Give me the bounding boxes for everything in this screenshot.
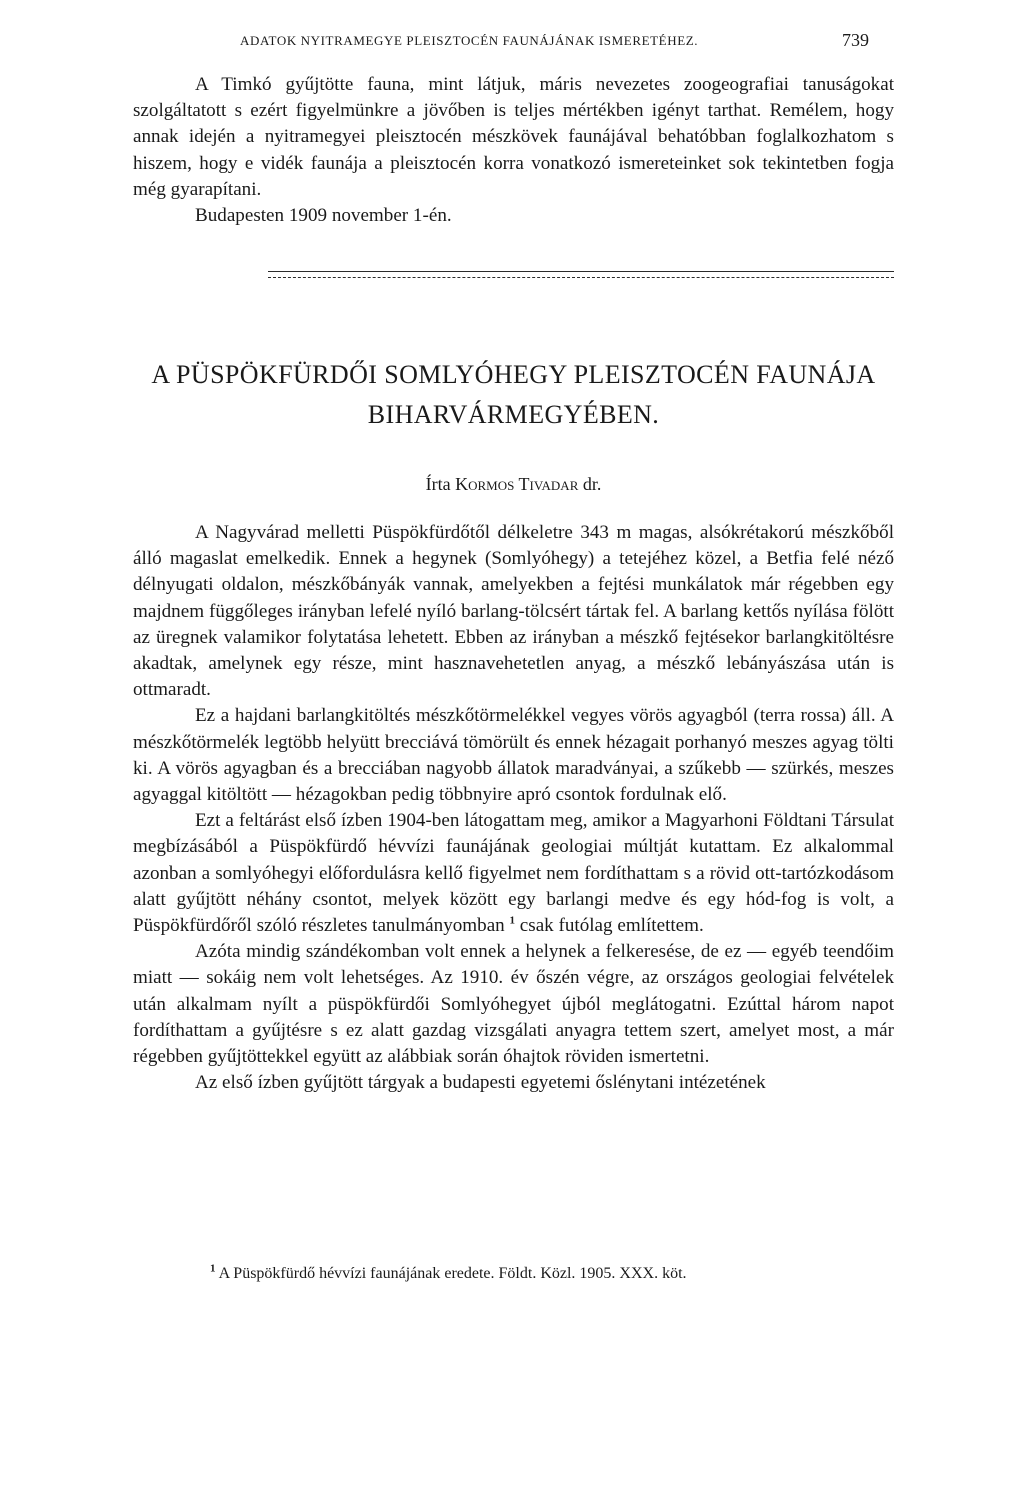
title-line: BIHARVÁRMEGYÉBEN. xyxy=(367,400,660,429)
article-title xyxy=(133,355,894,435)
paragraph: Ez a hajdani barlangkitöltés mészkőtörmelékkel vegyes vörös agyagból (terra rossa) áll. A mészkőtörmelék legtöbb helyütt brecciává tömörült és ennek hézagait porhanyó meszes agyag tölti ki. A vörös agyagban és a brecciában nagyobb állatok maradványai, a szűkebb — szürkés, meszes agyaggal kitöltött — hézagokban pedig többnyire apró csontok fordulnak elő. xyxy=(133,705,894,806)
paragraph: A Nagyvárad melletti Püspökfürdőtől délkeletre 343 m magas, alsókrétakorú mészkőből álló magaslat emelkedik. Ennek a hegynek (Somlyóhegy) a tetejéhez közel, a Betfia felé néző délnyugati oldalon, mészkőbányák vannak, amelyekben a fejtési munkálatok már régebben egy majdnem függőleges irányban lefelé nyíló barlang-tölcsért tártak fel. A barlang kettős nyílása fölött az üregnek valamikor folytatása lehetett. Ebben az irányban a mészkő fejtésekor barlangkitöltésre akadtak, amelynek egy része, mint hasznavehetetlen anyag, a mészkő lebányászása után is ottmaradt. xyxy=(133,522,894,701)
paragraph-text: csak futólag említettem. xyxy=(519,915,704,937)
dateline: Budapesten 1909 november 1-én. xyxy=(195,205,452,227)
byline xyxy=(133,474,894,495)
divider-line xyxy=(268,271,894,272)
paragraph xyxy=(133,808,894,939)
previous-article-ending xyxy=(133,72,894,229)
footnote-marker: 1 xyxy=(210,1262,216,1275)
footnote-text: A Püspökfürdő hévvízi faunájának eredete. Földt. Közl. 1905. XXX. köt. xyxy=(218,1265,687,1282)
title-line: A PÜSPÖKFÜRDŐI SOMLYÓHEGY PLEISZTOCÉN FAUNÁJA xyxy=(151,360,876,389)
article-body xyxy=(133,520,894,1096)
byline-prefix: Írta xyxy=(425,474,451,494)
page-number: 739 xyxy=(842,30,869,50)
paragraph: Az első ízben gyűjtött tárgyak a budapesti egyetemi őslénytani intézetének xyxy=(195,1072,766,1094)
footnote xyxy=(210,1262,687,1283)
paragraph: Azóta mindig szándékomban volt ennek a helynek a felkeresése, de ez — egyéb teendőim miatt — sokáig nem volt lehetséges. Az 1910. év őszén végre, az országos geologiai felvételek után alkalmam nyílt a püspökfürdői Somlyóhegyet újból meglátogatni. Ezúttal három napot fordíthattam a gyűjtésre s ez alatt gazdag vizsgálati anyagra tettem szert, amelyet most, a már régebben gyűjtöttekkel együtt az alábbiak során óhajtok röviden ismertetni. xyxy=(133,941,894,1068)
section-divider xyxy=(268,268,894,282)
author-suffix: dr. xyxy=(582,474,602,494)
author-name: Kormos Tivadar xyxy=(455,474,579,494)
footnote-reference: 1 xyxy=(509,914,516,927)
paragraph: A Timkó gyűjtötte fauna, mint látjuk, máris nevezetes zoogeografiai tanuságokat szolgáltatott s ezért figyelmünkre a jövőben is teljes mértékben igényt tarthat. Remélem, hogy annak idején a nyitramegyei pleisztocén mészkövek faunájával behatóbban foglalkozhatom s hiszem, hogy e vidék faunája a pleisztocén korra vonatkozó ismereteinket sok tekintetben fogja még gyarapítani. xyxy=(133,74,894,200)
paragraph-text: Ezt a feltárást első ízben 1904-ben látogattam meg, amikor a Magyarhoni Földtani Társulat megbízásából a Püspökfürdő hévvízi faunájának geologiai múltját kutattam. Ez alkalommal azonban a somlyóhegyi előfordulásra kellő figyelmet nem fordíthattam s a rövid ott-tartózkodásom alatt gyűjtött néhány csontot, melyek között egy barlangi medve és egy hód-fog is volt, a Püspökfürdőről szóló részletes tanulmányomban xyxy=(133,810,894,937)
running-head: ADATOK NYITRAMEGYE PLEISZTOCÉN FAUNÁJÁNAK ISMERETÉHEZ. xyxy=(240,33,699,48)
divider-line xyxy=(268,277,894,278)
